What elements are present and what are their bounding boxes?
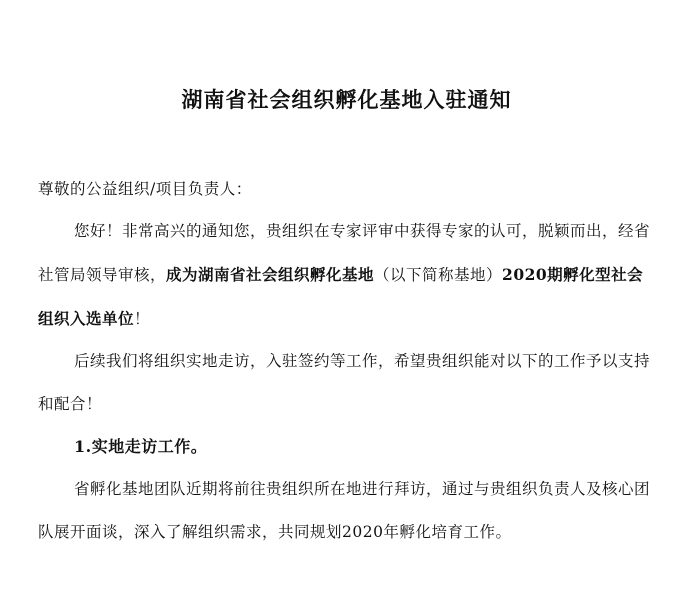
document-title: 湖南省社会组织孵化基地入驻通知: [181, 88, 512, 112]
paragraph-notice-bold-2: 2020期孵化型社会组织入选单位: [38, 265, 644, 328]
paragraph-notice-text-1: 您好！非常高兴的通知您，贵组织在专家评审中获得专家的认可，脱颖而出，经省社管局领导审核，: [38, 222, 651, 284]
paragraph-notice: [38, 210, 658, 341]
section-body-visit: 省孵化基地团队近期将前往贵组织所在地进行拜访，通过与贵组织负责人及核心团队展开面谈，深入了解组织需求，共同规划2020年孵化培育工作。: [38, 480, 651, 541]
greeting-line: 尊敬的公益组织/项目负责人：: [38, 180, 252, 198]
paragraph-notice-text-2: （以下简称基地）: [374, 266, 503, 284]
section-heading-visit: 1.实地走访工作。: [74, 437, 208, 456]
paragraph-notice-text-3: ！: [134, 310, 151, 328]
paragraph-followup: 后续我们将组织实地走访，入驻签约等工作，希望贵组织能对以下的工作予以支持和配合！: [38, 352, 651, 413]
paragraph-notice-bold-1: 成为湖南省社会组织孵化基地: [166, 265, 375, 284]
